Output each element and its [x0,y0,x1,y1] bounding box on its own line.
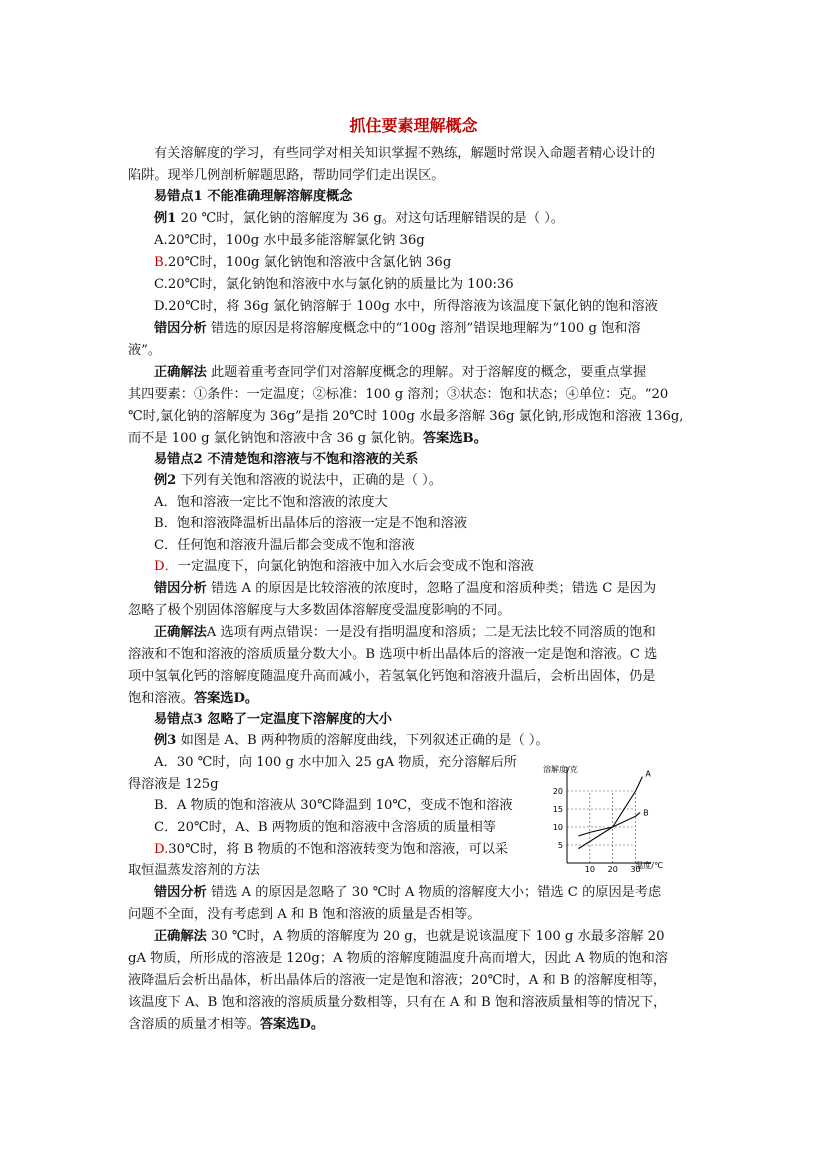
intro-line-1: 有关溶解度的学习，有些同学对相关知识掌握不熟练，解题时常误入命题者精心设计的 [154,146,656,161]
solution-2-line-2: 溶液和不饱和溶液的溶质质量分数大小。B 选项中析出晶体后的溶液一定是饱和溶液。C 选 [128,647,658,662]
example-3-label: 例3 [154,733,177,748]
y-tick-label: 5 [557,841,563,850]
example-2-label: 例2 [154,473,177,488]
solution-3-line-2: gA 物质，所形成的溶液是 120g；A 物质的溶解度随温度升高而增大，因此 A 物质的饱和溶 [128,951,668,966]
series-curve-A [578,777,642,849]
solubility-chart [541,763,663,873]
option-text: 一定温度下，向氯化钠饱和溶液中加入水后会变成不饱和溶液 [177,559,534,574]
option-2b [128,514,467,534]
option-letter: D. [154,299,169,314]
example-3-text: 如图是 A、B 两种物质的溶解度曲线，下列叙述正确的是（ ）。 [176,733,549,748]
option-text: 任何饱和溶液升温后都会变成不饱和溶液 [177,538,415,553]
intro-line-2: 陷阱。现举几例剖析解题思路，帮助同学们走出误区。 [128,168,445,183]
page-title: 抓住要素理解概念 [349,116,478,135]
option-letter: C. [154,277,168,292]
solution-2-line-1 [128,623,656,643]
series-label-A: A [645,769,651,779]
option-1b [128,253,451,273]
option-3c: C．20℃时，A、B 两物质的饱和溶液中含溶质的质量相等 [154,820,496,835]
solution-2-line-3: 项中氢氧化钙的溶解度随温度升高而减小，若氢氧化钙饱和溶液升温后，会析出固体，仍是 [128,669,656,684]
example-2-stem [128,471,442,491]
option-3d-line-1 [128,840,508,860]
error-analysis-label: 错因分析 [154,885,207,900]
example-1-stem [128,209,564,229]
option-2a [128,493,388,513]
error-analysis-2-line-1 [128,579,656,599]
error-analysis-1-line-2: 液”。 [128,343,162,358]
error-analysis-label: 错因分析 [154,581,207,596]
option-3a-line-1: A．30 ℃时，向 100 g 水中加入 25 gA 物质，充分溶解后所 [154,755,517,770]
error-analysis-1-line-1 [128,319,641,339]
solution-3-line-3: 液降温后会析出晶体，析出晶体后的溶液一定是饱和溶液；20℃时，A 和 B 的溶解度相等， [128,973,667,988]
option-text: 30℃时，将 B 物质的不饱和溶液转变为饱和溶液，可以采 [168,842,509,857]
x-tick-label: 10 [584,865,595,873]
error-analysis-3-line-2: 问题不全面，没有考虑到 A 和 B 饱和溶液的质量是否相等。 [128,907,481,922]
error-point-2-heading: 易错点2 不清楚饱和溶液与不饱和溶液的关系 [154,452,419,467]
solution-label: 正确解法 [154,365,207,380]
example-1-label: 例1 [154,211,177,226]
error-analysis-text: 错选 A 的原因是忽略了 30 ℃时 A 物质的溶解度大小；错选 C 的原因是考虑 [206,885,662,900]
x-axis-label: 温度/℃ [635,861,663,870]
option-letter: C． [154,538,178,553]
series-label-B: B [643,808,649,818]
option-text: 20℃时，氯化钠饱和溶液中水与氯化钠的质量比为 100:36 [167,277,514,292]
answer-text: 答案选D。 [193,691,259,706]
solution-text: A 选项有两点错误：一是没有指明温度和溶质；二是无法比较不同溶质的饱和 [206,625,656,640]
example-2-text: 下列有关饱和溶液的说法中，正确的是（ ）。 [176,473,442,488]
option-3b: B．A 物质的饱和溶液从 30℃降温到 10℃，变成不饱和溶液 [154,798,513,813]
error-analysis-label: 错因分析 [154,321,207,336]
option-letter: A. [154,233,168,248]
answer-text: 答案选B。 [423,431,487,446]
series-curve-B [578,813,640,836]
solution-1-line-2: 其四要素：①条件：一定温度；②标准：100 g 溶剂；③状态：饱和状态；④单位：克。“20 [128,387,669,402]
solution-3-line-1 [128,927,664,947]
example-3-stem [128,731,549,751]
y-tick-label: 15 [552,805,563,814]
answer-text: 答案选D。 [259,1017,325,1032]
error-analysis-text: 错选 A 的原因是比较溶液的浓度时，忽略了温度和溶质种类；错选 C 是因为 [206,581,657,596]
example-1-text: 20 ℃时，氯化钠的溶解度为 36 g。对这句话理解错误的是（ ）。 [176,211,564,226]
error-analysis-text: 错选的原因是将溶解度概念中的“100g 溶剂”错误地理解为“100 g 饱和溶 [206,321,641,336]
solution-text: 此题着重考查同学们对溶解度概念的理解。对于溶解度的概念，要重点掌握 [206,365,647,380]
option-text: 饱和溶液降温析出晶体后的溶液一定是不饱和溶液 [176,516,468,531]
solution-2-line-4 [128,689,258,709]
option-3d-line-2: 取恒温蒸发溶剂的方法 [128,863,260,878]
solution-text: 而不是 100 g 氯化钠饱和溶液中含 36 g 氯化钠。 [128,431,423,446]
solution-text: 饱和溶液。 [128,691,194,706]
solution-text: 含溶质的质量才相等。 [128,1017,260,1032]
x-tick-label: 30 [630,865,641,873]
x-tick-label: 20 [607,865,618,873]
error-analysis-3-line-1 [128,883,661,903]
option-3a-line-2: 得溶液是 125g [128,777,219,792]
option-text: 饱和溶液一定比不饱和溶液的浓度大 [176,495,388,510]
solution-1-line-1 [128,363,646,383]
y-axis-label: 溶解度/克 [543,765,578,774]
solution-3-line-5 [128,1015,324,1035]
option-2c [128,536,415,556]
option-letter: B． [154,516,177,531]
y-tick-label: 10 [552,823,563,832]
error-point-3-heading: 易错点3 忽略了一定温度下溶解度的大小 [154,712,392,727]
y-tick-label: 20 [552,787,563,796]
option-text: 20℃时，100g 水中最多能溶解氯化钠 36g [167,233,425,248]
solution-3-line-4: 该温度下 A、B 饱和溶液的溶质质量分数相等，只有在 A 和 B 饱和溶液质量相等的情况下， [128,995,667,1010]
option-1c [128,275,514,295]
option-1a [128,231,425,251]
option-2d [128,557,534,577]
option-letter: A． [154,495,177,510]
solution-1-line-4 [128,429,487,449]
option-letter-correct: D． [154,559,178,574]
option-text: 20℃时，将 36g 氯化钠溶解于 100g 水中，所得溶液为该温度下氯化钠的饱和溶液 [168,299,658,314]
solution-text: 30 ℃时，A 物质的溶解度为 20 g，也就是说该温度下 100 g 水最多溶解 20 [206,929,665,944]
solution-label: 正确解法 [154,625,207,640]
solution-label: 正确解法 [154,929,207,944]
error-analysis-2-line-2: 忽略了极个别固体溶解度与大多数固体溶解度受温度影响的不同。 [128,603,511,618]
option-letter-correct: B. [154,255,168,270]
error-point-1-heading: 易错点1 不能准确理解溶解度概念 [154,189,353,204]
option-1d [128,297,658,317]
option-letter-correct: D. [154,842,169,857]
option-text: 20℃时，100g 氯化钠饱和溶液中含氯化钠 36g [167,255,452,270]
solution-1-line-3: ℃时,氯化钠的溶解度为 36g”是指 20℃时 100g 水最多溶解 36g 氯化钠,形成饱和溶液 136g, [128,409,684,424]
